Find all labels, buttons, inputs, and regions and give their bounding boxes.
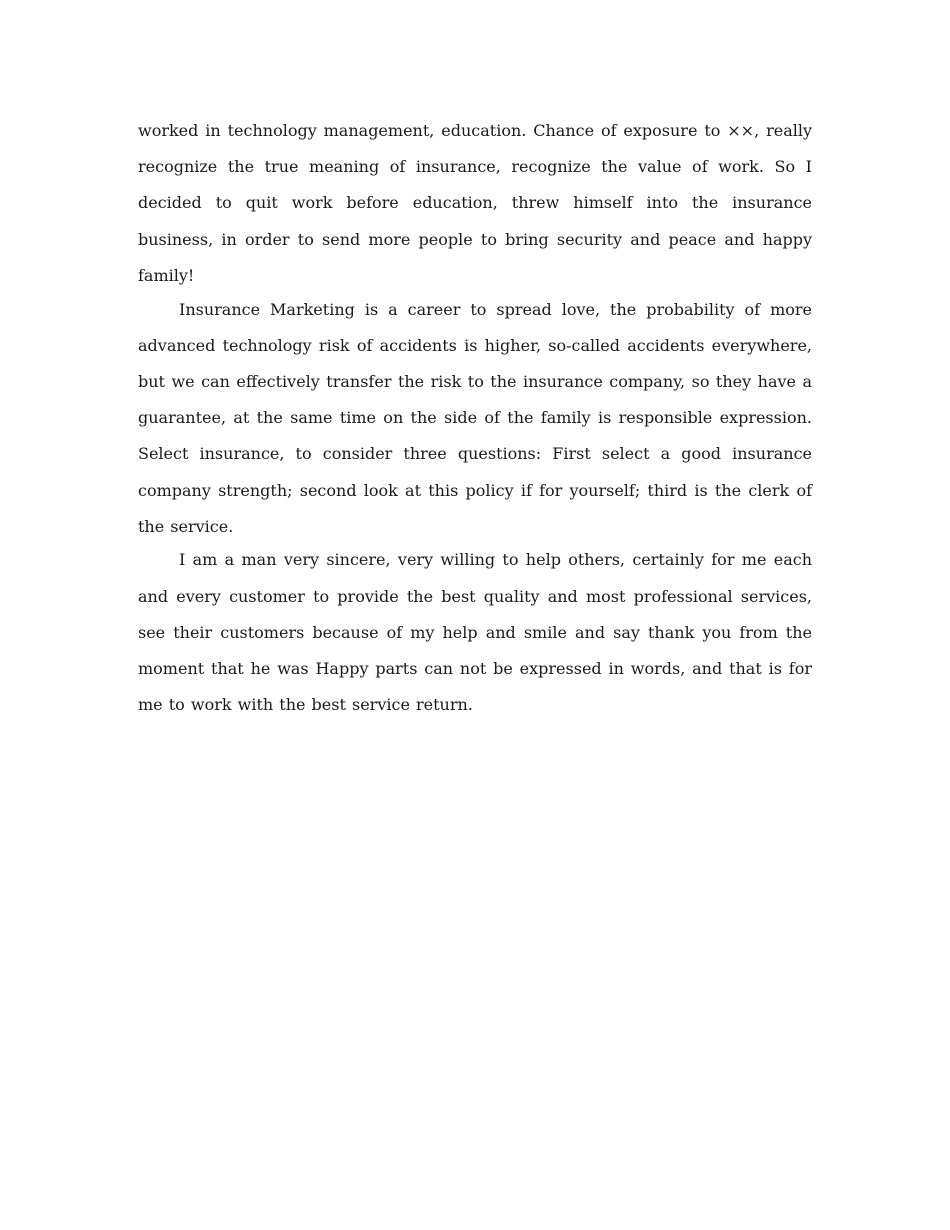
body-text [138, 113, 812, 723]
paragraph-1: worked in technology management, education. Chance of exposure to ××, really recognize the true meaning of insurance, recognize the value of work. So I decided to quit work before education, threw himself into the insurance business, in order to send more people to bring security and peace and happy family! [138, 121, 812, 285]
paragraph-2: Insurance Marketing is a career to spread love, the probability of more advanced technology risk of accidents is higher, so-called accidents everywhere, but we can effectively transfer the risk to the insurance company, so they have a guarantee, at the same time on the side of the family is responsible expression. Select insurance, to consider three questions: First select a good insurance company strength; second look at this policy if for yourself; third is the clerk of the service. [138, 299, 812, 536]
paragraph-3: I am a man very sincere, very willing to help others, certainly for me each and every customer to provide the best quality and most professional services, see their customers because of my help and smile and say thank you from the moment that he was Happy parts can not be expressed in words, and that is for me to work with the best service return. [138, 550, 812, 715]
